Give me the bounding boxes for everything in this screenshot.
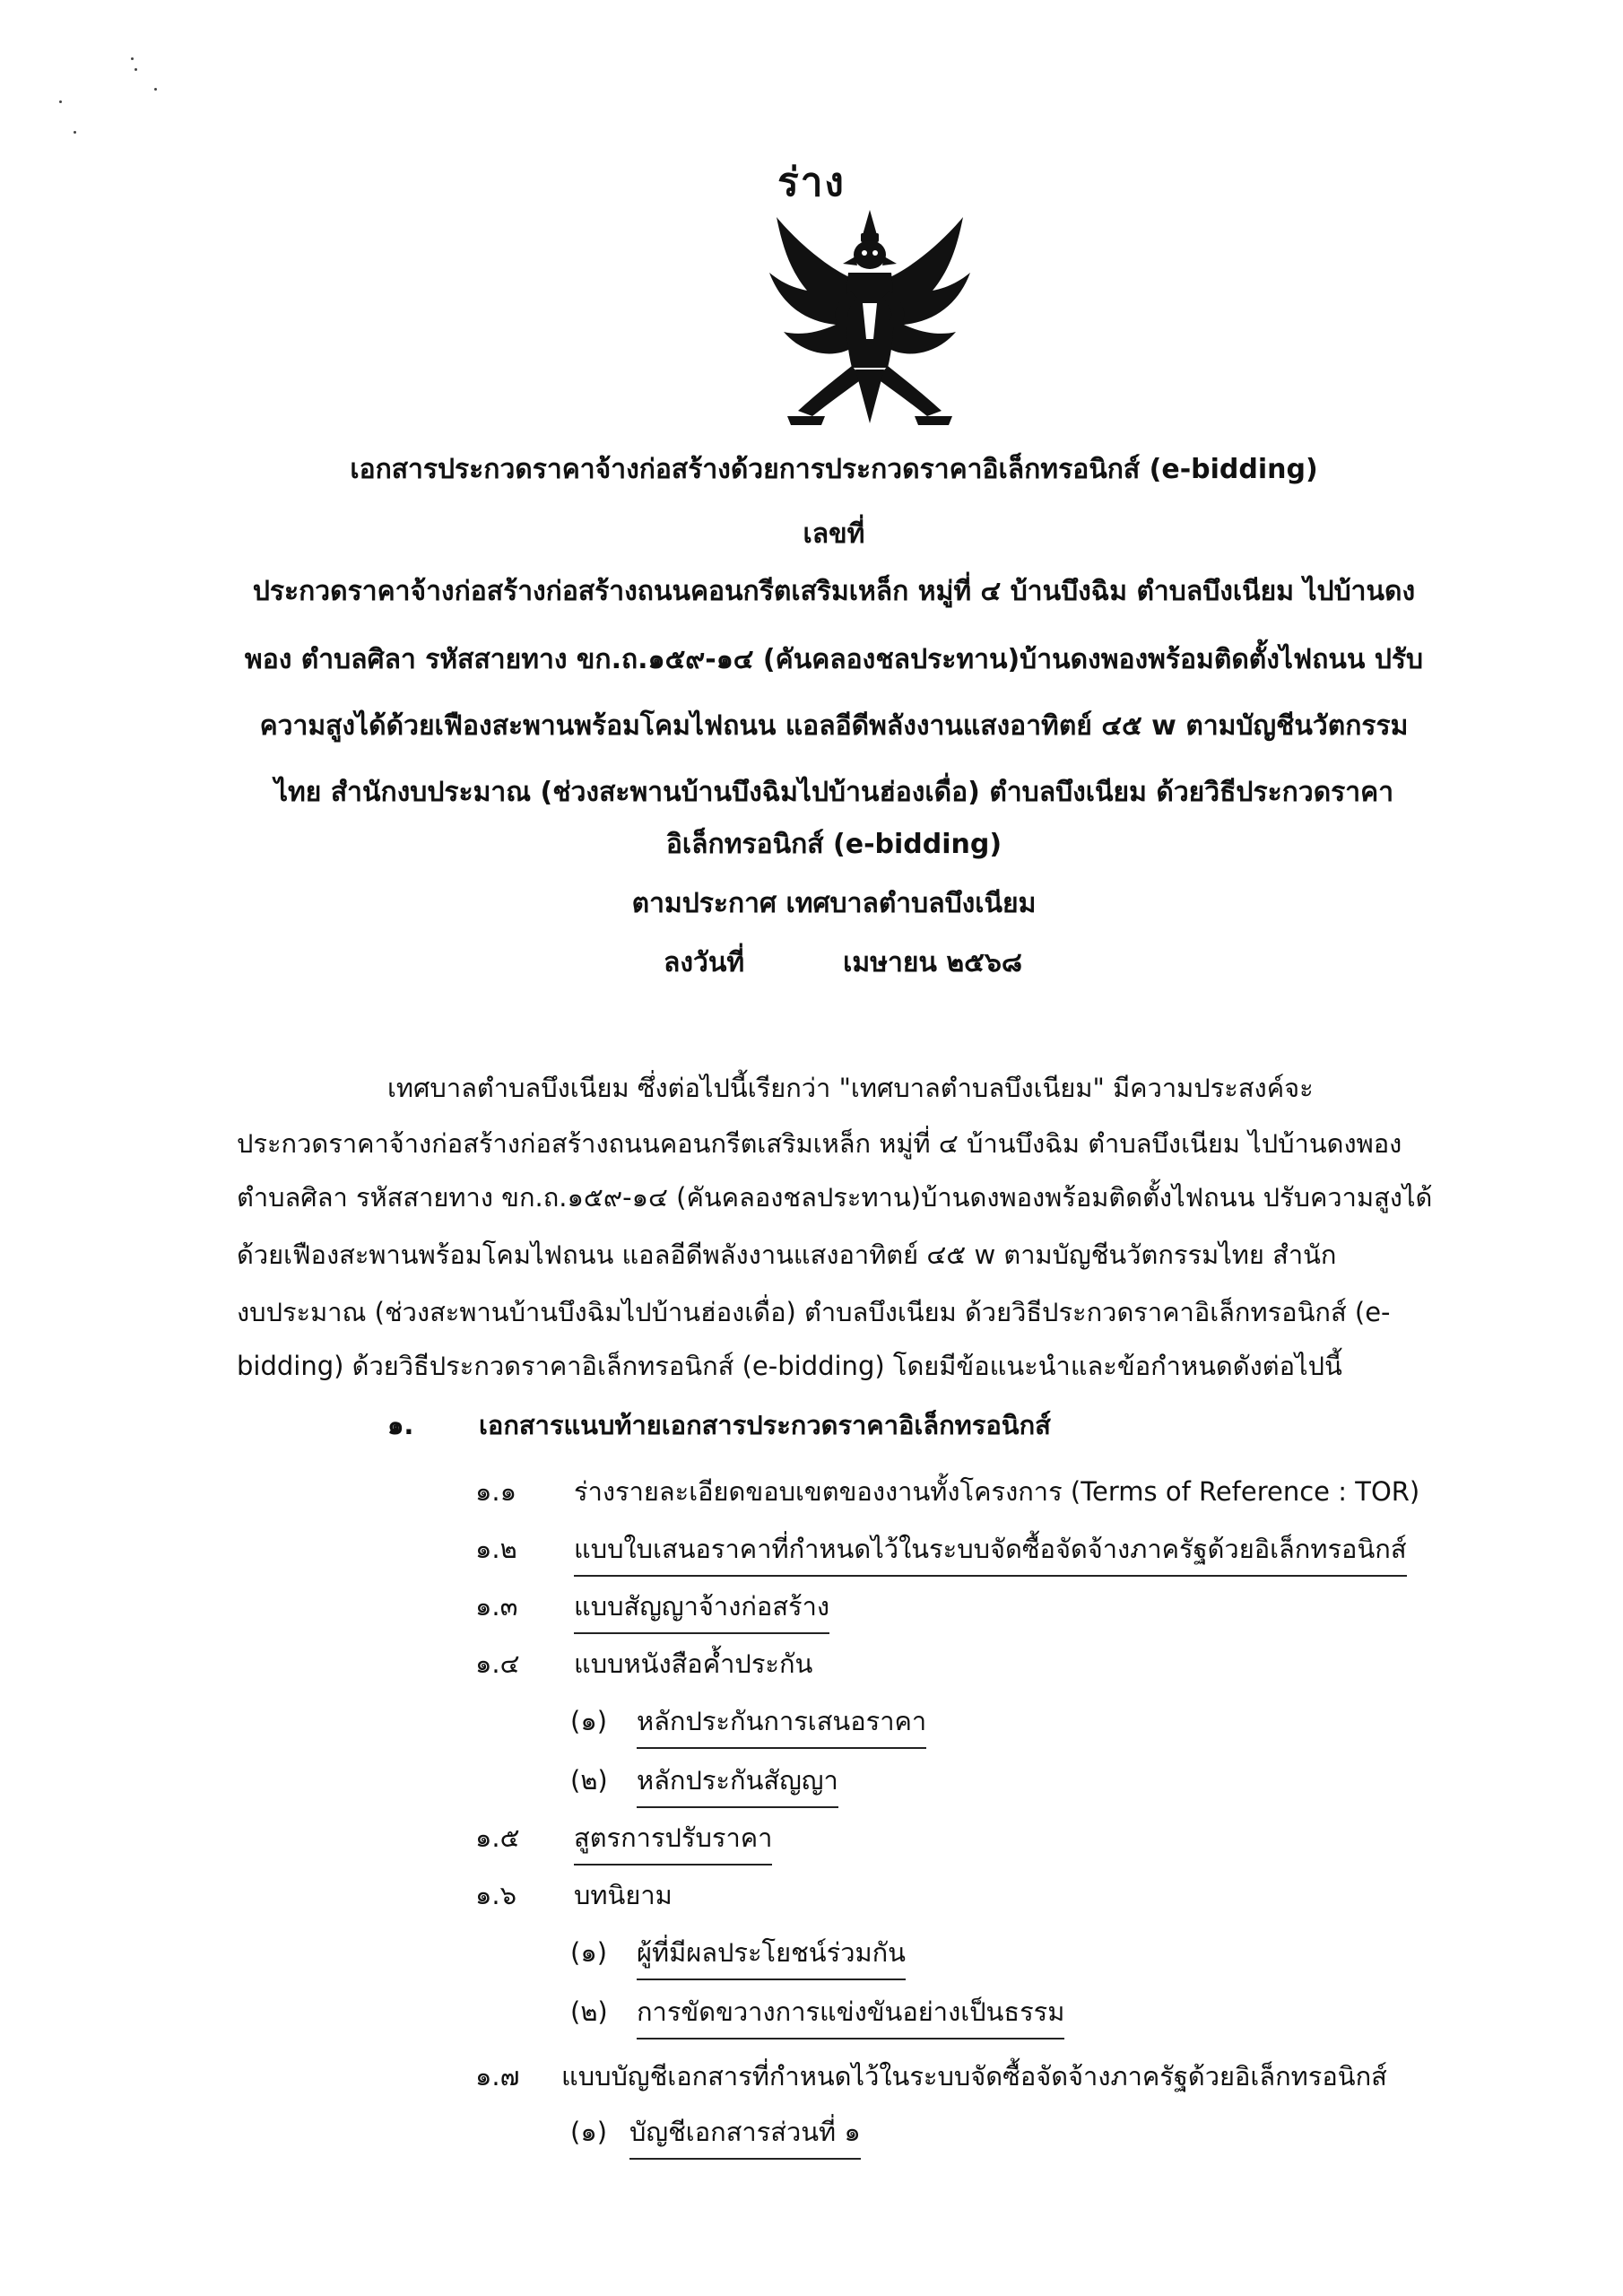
item-text: แบบใบเสนอราคาที่กำหนดไว้ในระบบจัดซื้อจัดจ้างภาครัฐด้วยอิเล็กทรอนิกส์ — [574, 1528, 1407, 1577]
item-text: แบบสัญญาจ้างก่อสร้าง — [574, 1586, 829, 1634]
scan-speck — [59, 100, 62, 103]
body-paragraph-line: ตำบลศิลา รหัสสายทาง ขก.ถ.๑๕๙-๑๔ (คันคลองชลประทาน)บ้านดงพองพร้อมติดตั้งไฟถนน ปรับความสูงได้ — [237, 1182, 1433, 1213]
item-text: การขัดขวางการแข่งขันอย่างเป็นธรรม — [637, 1991, 1064, 2039]
document-number-label: เลขที่ — [803, 518, 865, 550]
project-line: ประกวดราคาจ้างก่อสร้างก่อสร้างถนนคอนกรีตเสริมเหล็ก หมู่ที่ ๔ บ้านบึงฉิม ตำบลบึงเนียม ไปบ้านดง — [252, 576, 1416, 607]
draft-mark: ร่าง — [777, 160, 846, 205]
project-line: ความสูงได้ด้วยเฟืองสะพานพร้อมโคมไฟถนน แอลอีดีพลังงานแสงอาทิตย์ ๔๕ w ตามบัญชีนวัตกรรม — [259, 710, 1409, 742]
project-line: พอง ตำบลศิลา รหัสสายทาง ขก.ถ.๑๕๙-๑๔ (คันคลองชลประทาน)บ้านดงพองพร้อมติดตั้งไฟถนน ปรับ — [244, 644, 1424, 675]
date-value: เมษายน ๒๕๖๘ — [843, 947, 1023, 978]
project-line: ไทย สำนักงบประมาณ (ช่วงสะพานบ้านบึงฉิมไปบ้านฮ่องเดื่อ) ตำบลบึงเนียม ด้วยวิธีประกวดราคา — [273, 777, 1394, 808]
section-number: ๑. — [387, 1410, 414, 1440]
date-line — [664, 942, 1022, 984]
item-text: แบบหนังสือค้ำประกัน — [574, 1648, 813, 1679]
garuda-emblem-icon — [762, 204, 977, 434]
item-text: ร่างรายละเอียดขอบเขตของงานทั้งโครงการ (Terms of Reference : TOR) — [574, 1476, 1420, 1507]
item-text: สูตรการปรับราคา — [574, 1817, 772, 1866]
section-heading-text: เอกสารแนบท้ายเอกสารประกวดราคาอิเล็กทรอนิกส์ — [479, 1410, 1051, 1440]
item-number: (๑) — [570, 1937, 608, 1968]
body-paragraph-line: งบประมาณ (ช่วงสะพานบ้านบึงฉิมไปบ้านฮ่องเดื่อ) ตำบลบึงเนียม ด้วยวิธีประกวดราคาอิเล็กทรอนิกส์ (e- — [237, 1297, 1391, 1327]
item-text: หลักประกันการเสนอราคา — [637, 1700, 926, 1749]
item-number: ๑.๖ — [475, 1880, 517, 1910]
body-paragraph-line: ด้วยเฟืองสะพานพร้อมโคมไฟถนน แอลอีดีพลังงานแสงอาทิตย์ ๔๕ w ตามบัญชีนวัตกรรมไทย สำนัก — [237, 1239, 1337, 1270]
scan-speck — [154, 88, 157, 91]
project-line: อิเล็กทรอนิกส์ (e-bidding) — [665, 829, 1002, 860]
announcement-line: ตามประกาศ เทศบาลตำบลบึงเนียม — [631, 888, 1037, 919]
item-number: (๑) — [570, 2117, 608, 2147]
item-number: (๑) — [570, 1706, 608, 1736]
scan-speck — [131, 57, 134, 60]
item-number: (๒) — [570, 1765, 608, 1796]
item-text: บทนิยาม — [574, 1880, 673, 1910]
item-number: ๑.๓ — [475, 1591, 518, 1622]
body-paragraph-line: เทศบาลตำบลบึงเนียม ซึ่งต่อไปนี้เรียกว่า "เทศบาลตำบลบึงเนียม" มีความประสงค์จะ — [387, 1073, 1314, 1103]
item-number: ๑.๗ — [475, 2061, 520, 2092]
body-paragraph-line: ประกวดราคาจ้างก่อสร้างก่อสร้างถนนคอนกรีตเสริมเหล็ก หมู่ที่ ๔ บ้านบึงฉิม ตำบลบึงเนียม ไปบ้านดงพอง — [237, 1128, 1402, 1159]
item-number: ๑.๑ — [475, 1476, 517, 1507]
item-number: (๒) — [570, 1996, 608, 2027]
item-text: หลักประกันสัญญา — [637, 1760, 838, 1808]
document-title: เอกสารประกวดราคาจ้างก่อสร้างด้วยการประกวดราคาอิเล็กทรอนิกส์ (e-bidding) — [350, 454, 1318, 485]
scan-speck — [74, 131, 76, 134]
item-number: ๑.๕ — [475, 1822, 520, 1853]
item-number: ๑.๔ — [475, 1648, 520, 1679]
item-text: บัญชีเอกสารส่วนที่ ๑ — [629, 2111, 861, 2160]
item-number: ๑.๒ — [475, 1534, 517, 1564]
date-label: ลงวันที่ — [664, 947, 745, 978]
item-text: ผู้ที่มีผลประโยชน์ร่วมกัน — [637, 1932, 906, 1980]
scan-speck — [135, 68, 137, 71]
item-text: แบบบัญชีเอกสารที่กำหนดไว้ในระบบจัดซื้อจัดจ้างภาครัฐด้วยอิเล็กทรอนิกส์ — [561, 2061, 1387, 2092]
body-paragraph-line: bidding) ด้วยวิธีประกวดราคาอิเล็กทรอนิกส์ (e-bidding) โดยมีข้อแนะนำและข้อกำหนดดังต่อไปนี้ — [237, 1351, 1342, 1381]
